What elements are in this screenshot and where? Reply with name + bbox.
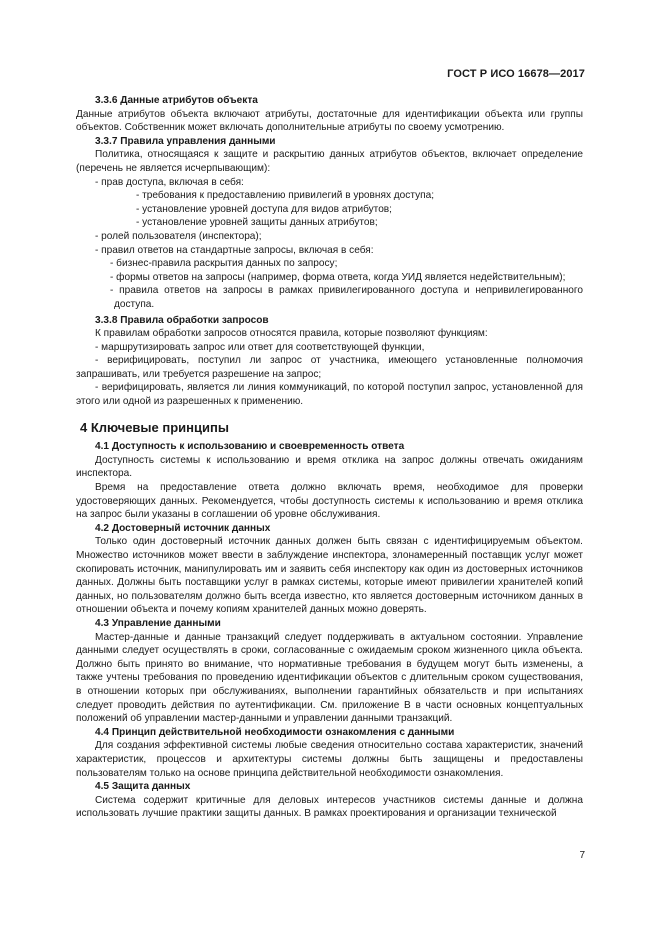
paragraph: К правилам обработки запросов относятся правила, которые позволяют функциям: [95,328,488,340]
paragraph: Для создания эффективной системы любые сведения относительно состава характеристик, значений характеристик, процессов и архитектуры системы должны быть защищены и предоставлены пользователям только на основе принципа действительной необходимости ознакомления. [76,740,583,779]
list-subitem: - установление уровней защиты данных атрибутов; [136,217,378,229]
heading-3-3-6: 3.3.6 Данные атрибутов объекта [95,95,258,106]
list-item: - верифицировать, поступил ли запрос от участника, имеющего установленные полномочия запрашивать, или требуется разрешение на запрос; [76,355,583,380]
document-header: ГОСТ Р ИСО 16678—2017 [447,68,585,80]
heading-4-5: 4.5 Защита данных [95,781,191,793]
heading-4-1: 4.1 Доступность к использованию и своевременность ответа [95,441,405,453]
list-item: - прав доступа, включая в себя: [95,176,244,188]
list-subitem: - требования к предоставлению привилегий в уровнях доступа; [136,190,435,202]
heading-3-3-8: 3.3.8 Правила обработки запросов [95,314,269,326]
paragraph: Доступность системы к использованию и время отклика на запрос должны отвечать ожиданиям инспектора. [76,454,583,480]
list-subitem: - бизнес-правила раскрытия данных по запросу; [110,258,338,270]
list-item: - правил ответов на стандартные запросы, включая в себя: [95,244,374,256]
list-item: - маршрутизировать запрос или ответ для соответствующей функции, [95,341,425,353]
paragraph: Данные атрибутов объекта включают атрибуты, достаточные для идентификации объекта или группы объектов. Собственник может включать дополнительные атрибуты по своему усмотрению. [76,108,583,134]
list-subitem: - правила ответов на запросы в рамках привилегированного доступа и непривилегированного доступа. [110,285,583,310]
paragraph: Время на предоставление ответа должно включать время, необходимое для проверки удостоверяющих данных. Рекомендуется, чтобы доступность системы к использованию и время отклика на запрос были указаны в соглашении об уровне обслуживания. [76,482,583,521]
heading-4-3: 4.3 Управление данными [95,617,221,629]
heading-4-4: 4.4 Принцип действительной необходимости ознакомления с данными [95,726,455,738]
section-heading-4: 4 Ключевые принципы [80,419,229,435]
page-number: 7 [579,850,585,861]
paragraph: Только один достоверный источник данных должен быть связан с идентифицируемым объектом. Множество источников может ввести в заблуждение инспектора, злонамеренный поставщик услуг может скопировать источник, манипулировать им и заявить себя инспектору как один из достоверных источников данных. Должны быть поставщики услуг в рамках системы, которые имеют привилегии хранителей копий данных, но пользователям должно быть всегда известно, кто является достоверным источником данных в отношении объекта и почему копиям хранителей данных можно доверять. [76,536,583,616]
list-subitem: - установление уровней доступа для видов атрибутов; [136,203,392,215]
paragraph: Система содержит критичные для деловых интересов участников системы данные и должна использовать лучшие практики защиты данных. В рамках проектирования и организации технической [76,794,583,820]
heading-4-2: 4.2 Достоверный источник данных [95,522,271,534]
page-content [76,94,583,821]
list-item: - верифицировать, является ли линия коммуникаций, по которой поступил запрос, установленной для этого или одной из разрешенных к применению. [76,382,583,408]
heading-3-3-7: 3.3.7 Правила управления данными [95,135,276,147]
list-subitem: - формы ответов на запросы (например, форма ответа, когда УИД является недействительным); [110,271,566,283]
paragraph: Мастер-данные и данные транзакций следует поддерживать в актуальном состоянии. Управление данными следует осуществлять в сроки, согласованные с ожидаемым сроком жизненного цикла объекта. Должно быть принято во внимание, что нормативные требования в будущем могут быть изменены, а также учтены требования по проведению идентификации объектов с длительным сроком существования, в отношении которых при обслуживаниях, выполнении гарантийных обязательств и при испытаниях следует проводить действия по аутентификации. См. приложение В в части основных концептуальных положений об управлении мастер-данными и управлении данными транзакций. [76,631,583,725]
list-item: - ролей пользователя (инспектора); [95,230,262,242]
paragraph: Политика, относящаяся к защите и раскрытию данных атрибутов объектов, включает определение (перечень не является исчерпывающим): [76,149,583,174]
